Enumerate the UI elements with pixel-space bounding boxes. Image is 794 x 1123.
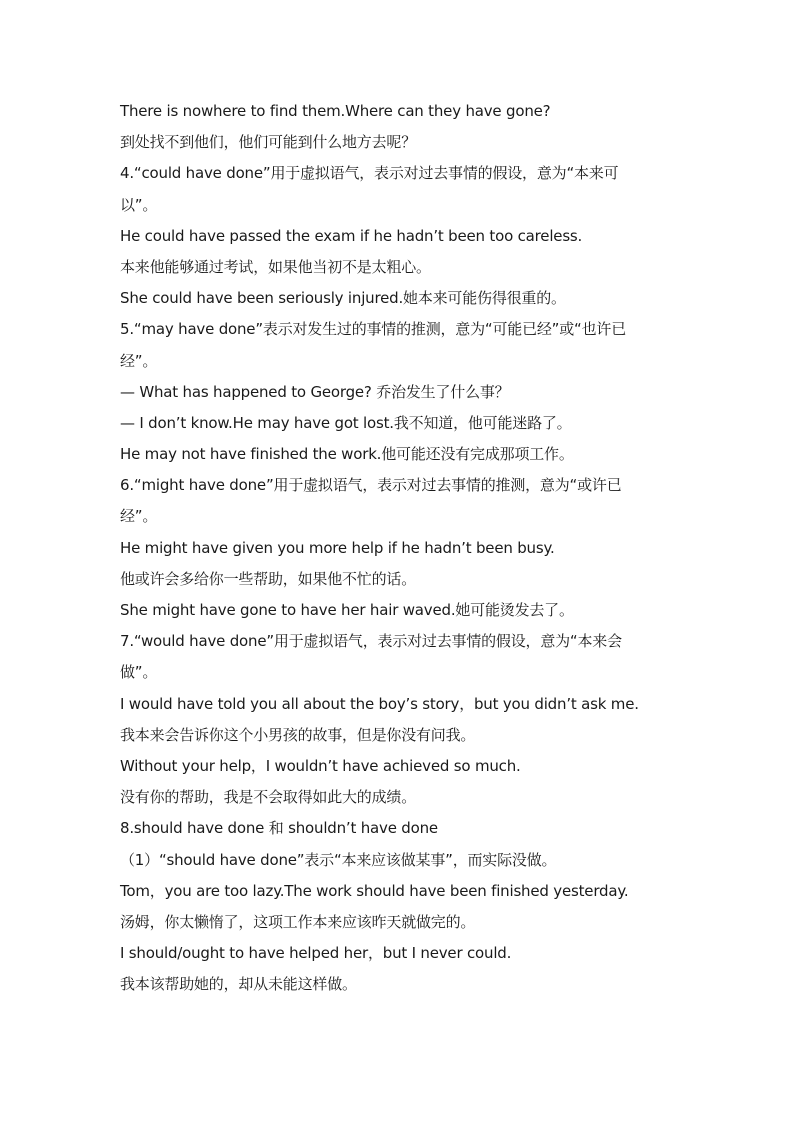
- text-line: — What has happened to George? 乔治发生了什么事？: [120, 382, 510, 401]
- section-heading: 做”。: [120, 663, 158, 682]
- text-line: Without your help，I wouldn’t have achieved so much.: [120, 756, 521, 775]
- text-line: He may not have finished the work.他可能还没有完成那项工作。: [120, 445, 574, 464]
- text-line: 我本来会告诉你这个小男孩的故事，但是你没有问我。: [120, 725, 476, 744]
- text-line: 到处找不到他们，他们可能到什么地方去呢？: [120, 133, 417, 152]
- text-line: 没有你的帮助，我是不会取得如此大的成绩。: [120, 788, 417, 807]
- text-line: 本来他能够通过考试，如果他当初不是太粗心。: [120, 257, 431, 276]
- section-heading: 7.“would have done”用于虚拟语气，表示对过去事情的假设，意为“本来会: [120, 632, 622, 651]
- text-line: He could have passed the exam if he hadn’t been too careless.: [120, 226, 583, 245]
- section-heading: 8.should have done 和 shouldn’t have done: [120, 819, 438, 838]
- text-line: I should/ought to have helped her，but I never could.: [120, 944, 512, 963]
- text-line: She could have been seriously injured.她本来可能伤得很重的。: [120, 289, 566, 308]
- section-heading: 以”。: [120, 195, 158, 214]
- section-heading: 经”。: [120, 507, 158, 526]
- subsection-heading: （1）“should have done”表示“本来应该做某事”，而实际没做。: [120, 850, 557, 869]
- text-line: There is nowhere to find them.Where can they have gone?: [120, 102, 551, 120]
- section-heading: 经”。: [120, 351, 158, 370]
- text-line: She might have gone to have her hair waved.她可能烫发去了。: [120, 601, 574, 619]
- text-line: 他或许会多给你一些帮助，如果他不忙的话。: [120, 569, 417, 588]
- section-heading: 6.“might have done”用于虚拟语气，表示对过去事情的推测，意为“或许已: [120, 476, 622, 495]
- text-line: He might have given you more help if he hadn’t been busy.: [120, 538, 555, 557]
- text-line: 我本该帮助她的，却从未能这样做。: [120, 975, 357, 994]
- section-heading: 5.“may have done”表示对发生过的事情的推测，意为“可能已经”或“也许已: [120, 320, 627, 339]
- text-line: 汤姆，你太懒惰了，这项工作本来应该昨天就做完的。: [120, 912, 476, 931]
- section-heading: 4.“could have done”用于虚拟语气，表示对过去事情的假设，意为“本来可: [120, 164, 619, 183]
- text-line: Tom，you are too lazy.The work should have been finished yesterday.: [120, 881, 629, 900]
- text-line: — I don’t know.He may have got lost.我不知道，他可能迷路了。: [120, 413, 572, 432]
- text-line: I would have told you all about the boy’s story，but you didn’t ask me.: [120, 694, 639, 713]
- document-body: [120, 96, 680, 1000]
